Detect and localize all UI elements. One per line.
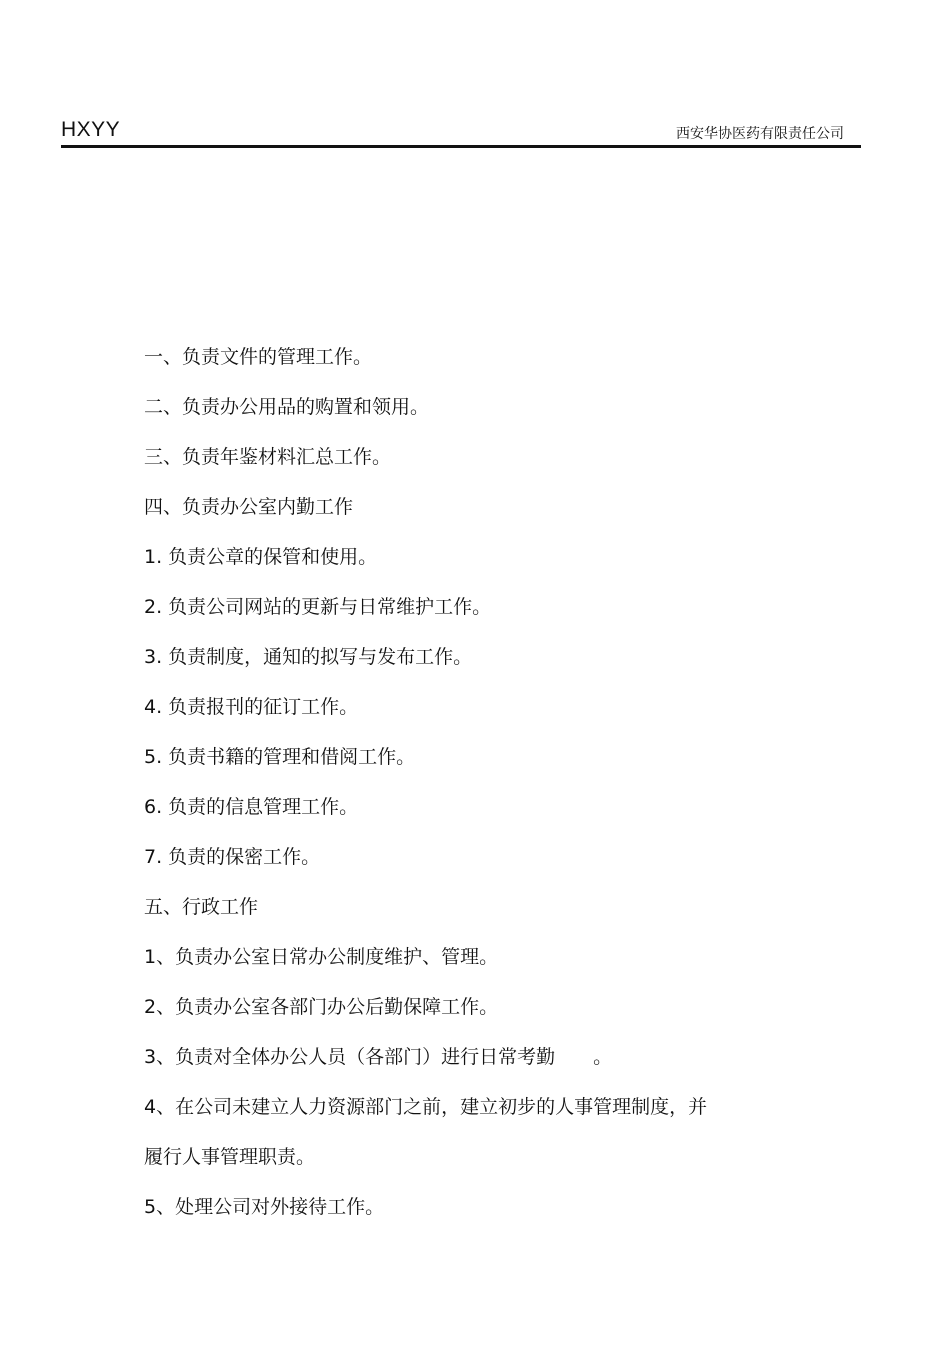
list-item: 2、负责办公室各部门办公后勤保障工作。: [144, 996, 499, 1018]
list-item: 4. 负责报刊的征订工作。: [144, 696, 359, 718]
list-item: 1. 负责公章的保管和使用。: [144, 546, 378, 568]
section-heading-4: 四、负责办公室内勤工作: [144, 496, 354, 518]
section-heading-3: 三、负责年鉴材料汇总工作。: [144, 446, 392, 468]
header-company-code: HXYY: [61, 118, 121, 141]
list-item: 1、负责办公室日常办公制度维护、管理。: [144, 946, 499, 968]
section-heading-5: 五、行政工作: [144, 896, 259, 918]
section-heading-2: 二、负责办公用品的购置和领用。: [144, 396, 430, 418]
list-item: 5、处理公司对外接待工作。: [144, 1196, 385, 1218]
list-item: 5. 负责书籍的管理和借阅工作。: [144, 746, 416, 768]
list-item: 2. 负责公司网站的更新与日常维护工作。: [144, 596, 492, 618]
list-item-continuation: 履行人事管理职责。: [144, 1146, 316, 1168]
list-item: 6. 负责的信息管理工作。: [144, 796, 359, 818]
header-company-name: 西安华协医药有限责任公司: [676, 126, 844, 142]
document-body: [144, 342, 784, 1242]
header-rule: [61, 145, 861, 148]
list-item: 4、在公司未建立人力资源部门之前，建立初步的人事管理制度，并: [144, 1096, 708, 1118]
section-heading-1: 一、负责文件的管理工作。: [144, 346, 373, 368]
list-item: 3、负责对全体办公人员（各部门）进行日常考勤 。: [144, 1046, 613, 1068]
list-item: 3. 负责制度，通知的拟写与发布工作。: [144, 646, 473, 668]
list-item: 7. 负责的保密工作。: [144, 846, 321, 868]
